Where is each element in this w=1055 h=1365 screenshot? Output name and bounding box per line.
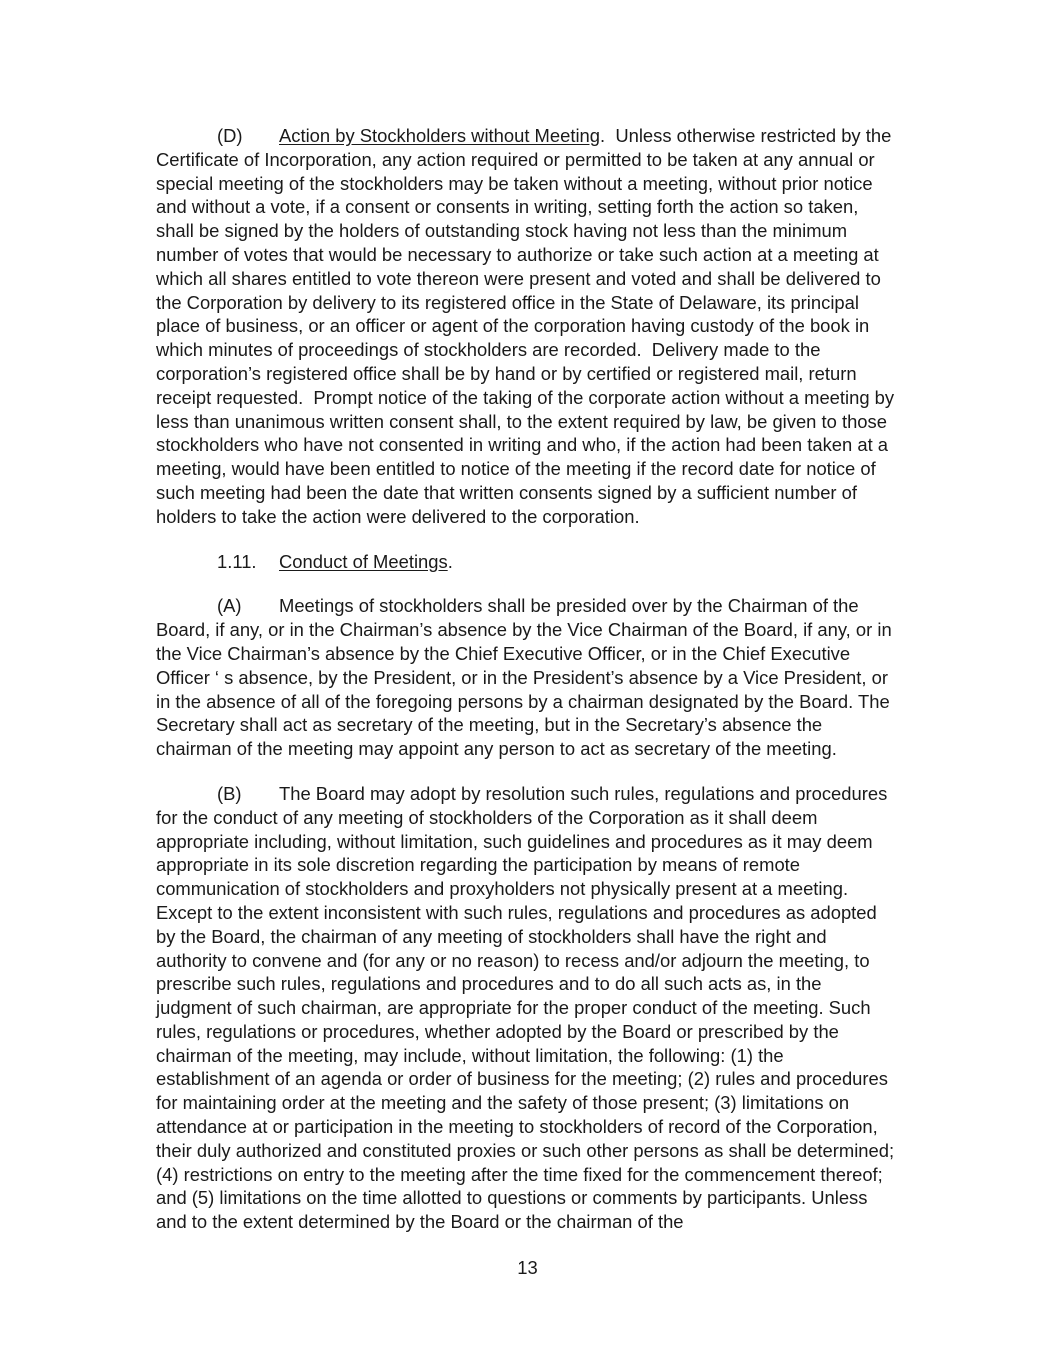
paragraph-a-marker: (A): [217, 595, 242, 617]
paragraph-d-marker: (D): [217, 125, 243, 146]
section-1-11-title-suffix: .: [447, 550, 453, 572]
page-number: 13: [517, 1257, 538, 1278]
paragraph-d: [156, 124, 901, 529]
paragraph-b-marker: (B): [217, 782, 242, 804]
document-page: [156, 124, 901, 1255]
paragraph-d-title-suffix: .: [599, 125, 606, 146]
section-1-11-heading: [156, 550, 901, 574]
paragraph-b-body: The Board may adopt by resolution such rules, regulations and procedures for the conduct of any meeting of stockholders of the Corporation as it shall deem appropriate including, without limitation, such guidelines and procedures as it may deem appropriate in its sole discretion regarding the participation by means of remote communication of stockholders and proxyholders not physically present at a meeting. Except to the extent inconsistent with such rules, regulations and procedures as adopted by the Board, the chairman of any meeting of stockholders shall have the right and authority to convene and (for any or no reason) to recess and/or adjourn the meeting, to prescribe such rules, regulations and procedures and to do all such acts as, in the judgment of such chairman, are appropriate for the proper conduct of the meeting. Such rules, regulations or procedures, whether adopted by the Board or prescribed by the chairman of the meeting, may include, without limitation, the following: (1) the establishment of an agenda or order of business for the meeting; (2) rules and procedures for maintaining order at the meeting and the safety of those present; (3) limitations on attendance at or participation in the meeting to stockholders of record of the Corporation, their duly authorized and constituted proxies or such other persons as shall be determined; (4) restrictions on entry to the meeting after the time fixed for the commencement thereof; and (5) limitations on the time allotted to questions or comments by participants. Unless and to the extent determined by the Board or the chairman of the: [156, 782, 895, 1233]
paragraph-a-body: Meetings of stockholders shall be presided over by the Chairman of the Board, if any, or in the Chairman’s absence by the Vice Chairman of the Board, if any, or in the Vice Chairman’s absence by the Chief Executive Officer, or in the Chief Executive Officer ‘ s absence, by the President, or in the President’s absence by a Vice President, or in the absence of all of the foregoing persons by a chairman designated by the Board. The Secretary shall act as secretary of the meeting, but in the Secretary’s absence the chairman of the meeting may appoint any person to act as secretary of the meeting.: [156, 595, 892, 760]
paragraph-b: [156, 782, 901, 1234]
section-1-11-title: Conduct of Meetings: [279, 550, 448, 572]
paragraph-d-body: Unless otherwise restricted by the Certificate of Incorporation, any action required or permitted to be taken at any annual or special meeting of the stockholders may be taken without a meeting, without prior notice and without a vote, if a consent or consents in writing, setting forth the action so taken, shall be signed by the holders of outstanding stock having not less than the minimum number of votes that would be necessary to authorize or take such action at a meeting at which all shares entitled to vote thereon were present and voted and shall be delivered to the Corporation by delivery to its registered office in the State of Delaware, its principal place of business, or an officer or agent of the corporation having custody of the book in which minutes of proceedings of stockholders are recorded. Delivery made to the corporation’s registered office shall be by hand or by certified or registered mail, return receipt requested. Prompt notice of the taking of the corporate action without a meeting by less than unanimous written consent shall, to the extent required by law, be given to those stockholders who have not consented in writing and who, if the action had been taken at a meeting, would have been entitled to notice of the meeting if the record date for notice of such meeting had been the date that written consents signed by a sufficient number of holders to take the action were delivered to the corporation.: [156, 125, 900, 527]
section-1-11-number: 1.11.: [217, 550, 257, 572]
paragraph-d-title: Action by Stockholders without Meeting: [279, 125, 600, 146]
paragraph-a: [156, 594, 901, 761]
